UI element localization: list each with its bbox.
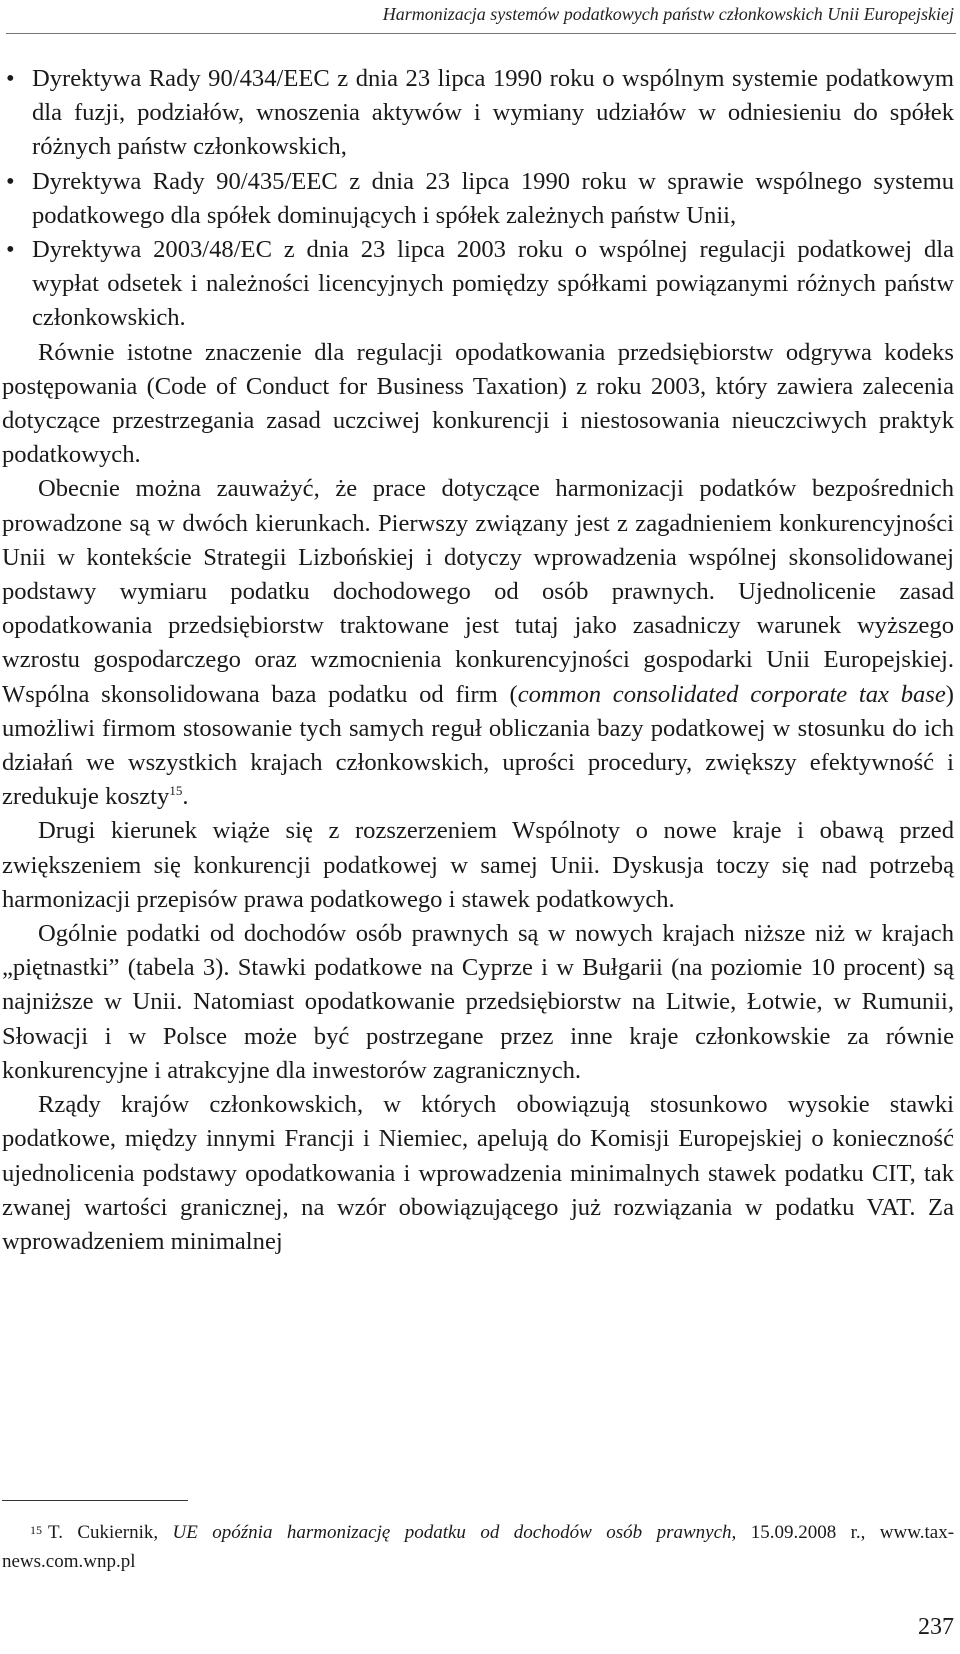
list-item: • Dyrektywa Rady 90/435/EEC z dnia 23 lipca 1990 roku w sprawie wspólnego systemu podatkowego dla spółek dominujących i spółek zależnych państw Unii,	[2, 165, 954, 233]
paragraph-text: Obecnie można zauważyć, że prace dotyczące harmonizacji podatków bezpośrednich prowadzone są w dwóch kierunkach. Pierwszy związany jest z zagadnieniem konkurencyjności Unii w kontekście Strategii Lizbońskiej i dotyczy wprowadzenia wspólnej skonsolidowanej podstawy wymiaru podatku dochodowego od osób prawnych. Ujednolicenie zasad opodatkowania przedsiębiorstw traktowane jest tutaj jako zasadniczy warunek wyższego wzrostu gospodarczego oraz wzmocnienia konkurencyjności gospodarki Unii Europejskiej. Wspólna skonsolidowana baza podatku od firm (	[2, 475, 954, 708]
paragraph-text: ) umożliwi firmom stosowanie tych samych reguł obliczania bazy podatkowej w stosunku do ich działań we wszystkich krajach członkowskich, uprości procedury, zwiększy efektywność i zredukuje koszty	[2, 680, 954, 811]
footnote	[2, 1518, 954, 1576]
italic-term: common consolidated corporate tax base	[517, 680, 946, 708]
footnote-author: T. Cukiernik,	[48, 1522, 173, 1543]
body-text	[2, 62, 954, 1259]
paragraph-harmonization-directions	[2, 472, 954, 814]
paragraph-member-states: Rządy krajów członkowskich, w których obowiązują stosunkowo wysokie stawki podatkowe, między innymi Francji i Niemiec, apelują do Komisji Europejskiej o konieczność ujednolicenia podstawy opodatkowania i wprowadzenia minimalnych stawek podatku CIT, tak zwanej wartości granicznej, na wzór obowiązującego już rozwiązania w podatku VAT. Za wprowadzeniem minimalnej	[2, 1091, 954, 1255]
paragraph-second-direction: Drugi kierunek wiąże się z rozszerzeniem Wspólnoty o nowe kraje i obawą przed zwiększeniem się konkurencji podatkowej w samej Unii. Dyskusja toczy się nad potrzebą harmonizacji przepisów prawa podatkowego i stawek podatkowych.	[2, 817, 954, 913]
footnote-rule	[2, 1500, 188, 1501]
footnote-reference[interactable]: 15	[169, 783, 183, 799]
paragraph-text: .	[182, 783, 189, 811]
page-number: 237	[918, 1614, 954, 1640]
list-item: • Dyrektywa Rady 90/434/EEC z dnia 23 lipca 1990 roku o wspólnym systemie podatkowym dla fuzji, podziałów, wnoszenia aktywów i wymiany udziałów w odniesieniu do spółek różnych państw członkowskich,	[2, 62, 954, 165]
header-rule	[6, 33, 956, 34]
directive-list	[2, 62, 954, 336]
list-item: • Dyrektywa 2003/48/EC z dnia 23 lipca 2003 roku o wspólnej regulacji podatkowej dla wypłat odsetek i należności licencyjnych pomiędzy spółkami powiązanymi różnych państw członkowskich.	[2, 233, 954, 336]
running-header: Harmonizacja systemów podatkowych państw członkowskich Unii Europejskiej	[382, 4, 954, 24]
footnote-source: 15.09.2008 r., www.tax-news.com.wnp.pl	[2, 1522, 955, 1572]
footnote-number: 15	[30, 1523, 42, 1537]
footnote-title: UE opóźnia harmonizację podatku od dochodów osób prawnych,	[172, 1522, 737, 1543]
paragraph-tax-rates: Ogólnie podatki od dochodów osób prawnych są w nowych krajach niższe niż w krajach „piętnastki” (tabela 3). Stawki podatkowe na Cyprze i w Bułgarii (na poziomie 10 procent) są najniższe w Unii. Natomiast opodatkowanie przedsiębiorstw na Litwie, Łotwie, w Rumunii, Słowacji i w Polsce może być postrzegane przez inne kraje członkowskie za równie konkurencyjne i atrakcyjne dla inwestorów zagranicznych.	[2, 920, 954, 1084]
paragraph-code-of-conduct: Równie istotne znaczenie dla regulacji opodatkowania przedsiębiorstw odgrywa kodeks postępowania (Code of Conduct for Business Taxation) z roku 2003, który zawiera zalecenia dotyczące przestrzegania zasad uczciwej konkurencji i niestosowania nieuczciwych praktyk podatkowych.	[2, 338, 954, 469]
